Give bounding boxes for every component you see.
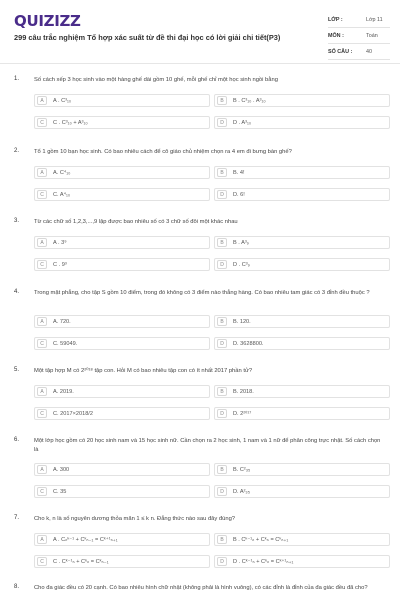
option-a[interactable] [34, 236, 210, 249]
option-b[interactable] [214, 385, 390, 398]
option-text: D. A²₃₅ [233, 488, 250, 495]
option-letter: C [37, 409, 47, 418]
option-text: B . A³₉ [233, 239, 249, 246]
option-letter: B [217, 465, 227, 474]
option-a[interactable] [34, 533, 210, 546]
option-a[interactable] [34, 315, 210, 328]
option-letter: A [37, 387, 47, 396]
meta-subject-value: Toán [366, 32, 378, 39]
option-letter: A [37, 96, 47, 105]
option-text: A. 2019. [53, 388, 74, 395]
option-text: A. 720. [53, 318, 71, 325]
option-letter: D [217, 557, 227, 566]
option-b[interactable] [214, 533, 390, 546]
option-d[interactable] [214, 407, 390, 420]
option-text: A . 3⁹ [53, 239, 67, 246]
option-b[interactable] [214, 166, 390, 179]
meta-class-value: Lớp 11 [366, 16, 383, 23]
option-b[interactable] [214, 236, 390, 249]
option-a[interactable] [34, 385, 210, 398]
option-d[interactable] [214, 188, 390, 201]
meta-count-value: 40 [366, 48, 372, 55]
option-text: B . C³₁₀ . A³₁₀ [233, 97, 266, 104]
worksheet-title: 299 câu trắc nghiệm Tổ hợp xác suất từ đề thi đại học có lời giải chi tiết(P3) [14, 33, 281, 42]
option-letter: A [37, 168, 47, 177]
question-number: 3. [14, 218, 20, 224]
question-number: 7. [14, 515, 20, 521]
quizizz-logo: QUIZIZZ [14, 12, 81, 30]
meta-count-label: SỐ CÂU : [328, 48, 353, 55]
question-text: Một lớp học gồm có 20 học sinh nam và 15 học sinh nữ. Cần chọn ra 2 học sinh, 1 nam và 1 nữ để phân công trực nhật. Số cách chọn là [34, 438, 381, 453]
question-text: Cho k, n là số nguyên dương thỏa mãn 1 ≤ k n. Đẳng thức nào sau đây đúng? [34, 516, 236, 522]
option-text: B . Cᵏ⁻¹ₙ + Cᵏₙ = Cᵏₙ₊₁ [233, 536, 289, 543]
option-text: B. 2018. [233, 388, 254, 395]
question-text: Cho đa giác đều có 20 cạnh. Có bao nhiêu hình chữ nhật (không phải là hình vuông), có các đỉnh là đỉnh của đa giác đều đã cho? [34, 585, 368, 591]
option-c[interactable] [34, 555, 210, 568]
option-text: C. 2017×2018/2 [53, 410, 93, 417]
option-letter: D [217, 260, 227, 269]
meta-class-row [328, 12, 390, 28]
question-text: Trong mặt phẳng, cho tập S gồm 10 điểm, trong đó không có 3 điểm nào thẳng hàng. Có bao nhiêu tam giác có 3 đỉnh đều thuộc ? [34, 290, 370, 296]
option-letter: B [217, 387, 227, 396]
question-number: 4. [14, 289, 20, 295]
option-c[interactable] [34, 116, 210, 129]
option-letter: B [217, 317, 227, 326]
option-text: B. 4! [233, 169, 245, 176]
option-text: A. 300 [53, 466, 70, 473]
option-letter: D [217, 118, 227, 127]
option-text: D. 6! [233, 191, 245, 198]
option-a[interactable] [34, 463, 210, 476]
option-letter: C [37, 118, 47, 127]
option-c[interactable] [34, 485, 210, 498]
option-text: D . C³₉ [233, 261, 250, 268]
option-letter: D [217, 339, 227, 348]
option-text: C. 59049. [53, 340, 78, 347]
option-text: C. 35 [53, 488, 67, 495]
option-text: A. C⁴₁₀ [53, 169, 71, 176]
option-c[interactable] [34, 188, 210, 201]
option-text: C. A⁴₁₀ [53, 191, 71, 198]
option-c[interactable] [34, 337, 210, 350]
option-letter: A [37, 465, 47, 474]
question-number: 5. [14, 367, 20, 373]
option-c[interactable] [34, 258, 210, 271]
option-letter: D [217, 190, 227, 199]
option-text: D . A³₁₀ [233, 119, 252, 126]
option-d[interactable] [214, 485, 390, 498]
question-number: 8. [14, 584, 20, 590]
option-letter: A [37, 238, 47, 247]
option-letter: D [217, 487, 227, 496]
option-letter: B [217, 96, 227, 105]
question-text: Số cách xếp 3 học sinh vào một hàng ghế dài gồm 10 ghế, mỗi ghế chỉ một học sinh ngồi bằng [34, 77, 278, 83]
option-text: D. 3628800. [233, 340, 264, 347]
option-text: C . C³₁₀ + A³₁₀ [53, 119, 88, 126]
question-number: 6. [14, 437, 20, 443]
option-d[interactable] [214, 337, 390, 350]
option-letter: C [37, 260, 47, 269]
option-letter: A [37, 317, 47, 326]
question-text: Một tập hợp M có 2²⁰¹⁸ tập con. Hỏi M có bao nhiêu tập con có ít nhất 2017 phần tử? [34, 368, 253, 374]
option-letter: C [37, 487, 47, 496]
worksheet-header [0, 0, 400, 64]
option-text: A . Cₙᵏ⁻¹ + Cᵏₙ₋₁ = Cᵏ⁺¹ₙ₊₁ [53, 536, 118, 543]
option-letter: C [37, 190, 47, 199]
worksheet-meta [328, 12, 390, 60]
option-d[interactable] [214, 555, 390, 568]
option-d[interactable] [214, 258, 390, 271]
option-letter: D [217, 409, 227, 418]
option-b[interactable] [214, 94, 390, 107]
option-letter: B [217, 168, 227, 177]
option-letter: B [217, 238, 227, 247]
option-text: D. 2²⁰¹⁷ [233, 410, 252, 417]
option-text: D . Cᵏ⁻¹ₙ + Cᵏₙ = Cᵏ⁺¹ₙ₊₁ [233, 558, 294, 565]
option-text: B. 120. [233, 318, 251, 325]
option-letter: C [37, 557, 47, 566]
question-number: 1. [14, 76, 20, 82]
option-b[interactable] [214, 463, 390, 476]
question-text: Tổ 1 gồm 10 bạn học sinh. Có bao nhiêu cách để cô giáo chủ nhiệm chọn ra 4 em đi bưng bàn ghế? [34, 149, 292, 155]
option-a[interactable] [34, 94, 210, 107]
option-letter: A [37, 535, 47, 544]
option-text: B. C²₃₅ [233, 466, 251, 473]
option-d[interactable] [214, 116, 390, 129]
option-text: C . Cᵏ⁻¹ₙ + Cᵏₙ = Cᵏₙ₋₁ [53, 558, 109, 565]
option-letter: B [217, 535, 227, 544]
option-c[interactable] [34, 407, 210, 420]
option-text: C . 9³ [53, 261, 67, 268]
option-letter: C [37, 339, 47, 348]
meta-class-label: LỚP : [328, 16, 343, 23]
meta-count-row [328, 44, 390, 60]
meta-subject-row [328, 28, 390, 44]
option-a[interactable] [34, 166, 210, 179]
question-text: Từ các chữ số 1,2,3,...,9 lập được bao nhiêu số có 3 chữ số đôi một khác nhau [34, 219, 238, 225]
question-number: 2. [14, 148, 20, 154]
meta-subject-label: MÔN : [328, 32, 344, 39]
option-b[interactable] [214, 315, 390, 328]
option-text: A . C³₁₀ [53, 97, 72, 104]
